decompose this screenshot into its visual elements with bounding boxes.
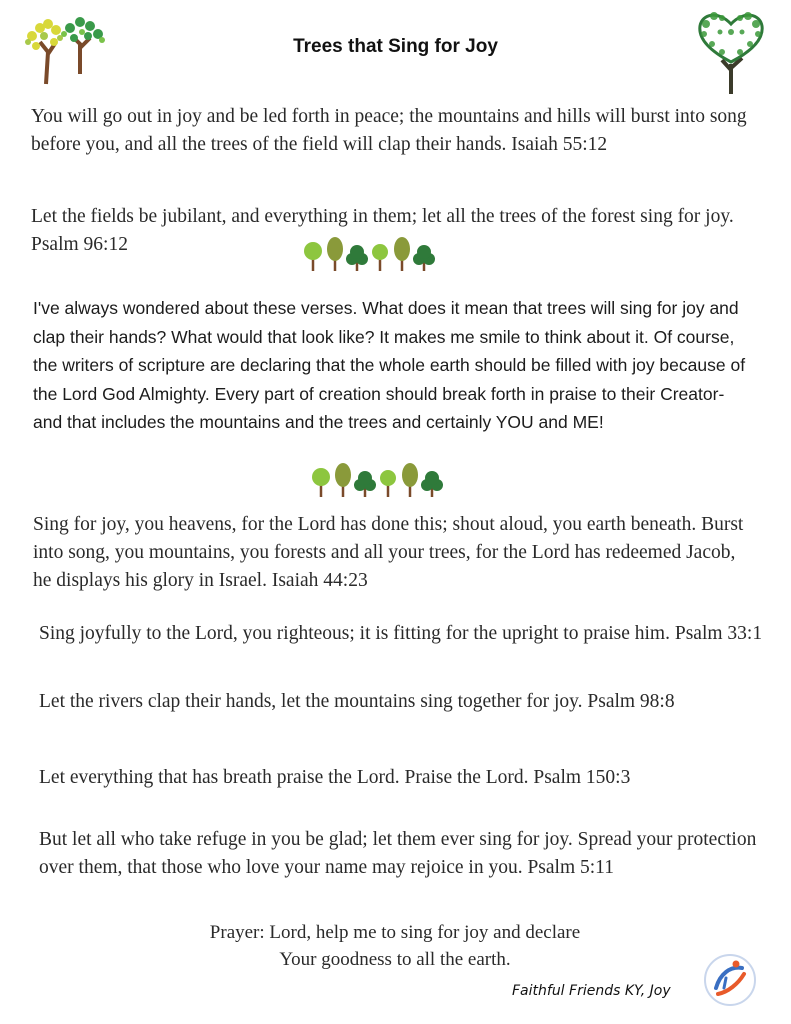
ministry-logo-icon [702,952,758,1008]
tree-icon [380,470,396,497]
tree-row-divider [302,237,438,273]
tree-icon [402,463,418,497]
verse-isaiah-44-23: Sing for joy, you heavens, for the Lord has done this; shout aloud, you earth beneath. Burst into song, you mountains, you forests and all your trees, for the Lord has redeemed Jacob, he displays his glory in Israel. Isaiah 44:23 [33,514,744,591]
tree-icon [335,463,351,497]
signature: Faithful Friends KY, Joy [512,983,671,999]
page-title: Trees that Sing for Joy [293,36,498,57]
tree-icon [304,242,322,271]
verse-psalm-150-3: Let everything that has breath praise the Lord. Praise the Lord. Psalm 150:3 [39,767,631,788]
prayer-line-1: Prayer: Lord, help me to sing for joy and declare [209,922,581,943]
verse-psalm-98-8: Let the rivers clap their hands, let the mountains sing together for joy. Psalm 98:8 [39,691,675,712]
verse-psalm-5-11: But let all who take refuge in you be glad; let them ever sing for joy. Spread your protection over them, that those who love your name may rejoice in you. Psalm 5:11 [39,829,757,878]
tree-icon [394,237,410,271]
verse-psalm-96-12: Let the fields be jubilant, and everything in them; let all the trees of the forest sing for joy. Psalm 96:12 [31,206,734,255]
prayer-line-2: Your goodness to all the earth. [279,949,511,970]
tree-row-divider [310,463,446,499]
verse-psalm-33-1: Sing joyfully to the Lord, you righteous; it is fitting for the upright to praise him. Psalm 33:1 [39,623,763,644]
reflection-paragraph: I've always wondered about these verses. What does it mean that trees will sing for joy and clap their hands? What would that look like? It makes me smile to think about it. Of course, the writers of scripture are declaring that the whole earth should be filled with joy because of the Lord God Almighty. Every part of creation should break forth in praise to their Creator- and that includes the mountains and the trees and certainly YOU and ME! [33,298,746,432]
tree-icon [372,244,388,271]
tree-icon [312,468,330,497]
tree-icon [413,245,435,271]
tree-icon [327,237,343,271]
verse-isaiah-55-12: You will go out in joy and be led forth in peace; the mountains and hills will burst into song before you, and all the trees of the field will clap their hands. Isaiah 55:12 [31,106,747,155]
tree-icon [421,471,443,497]
prayer [120,919,670,973]
heart-tree-icon [692,8,770,96]
tree-icon [346,245,368,271]
tree-icon [354,471,376,497]
